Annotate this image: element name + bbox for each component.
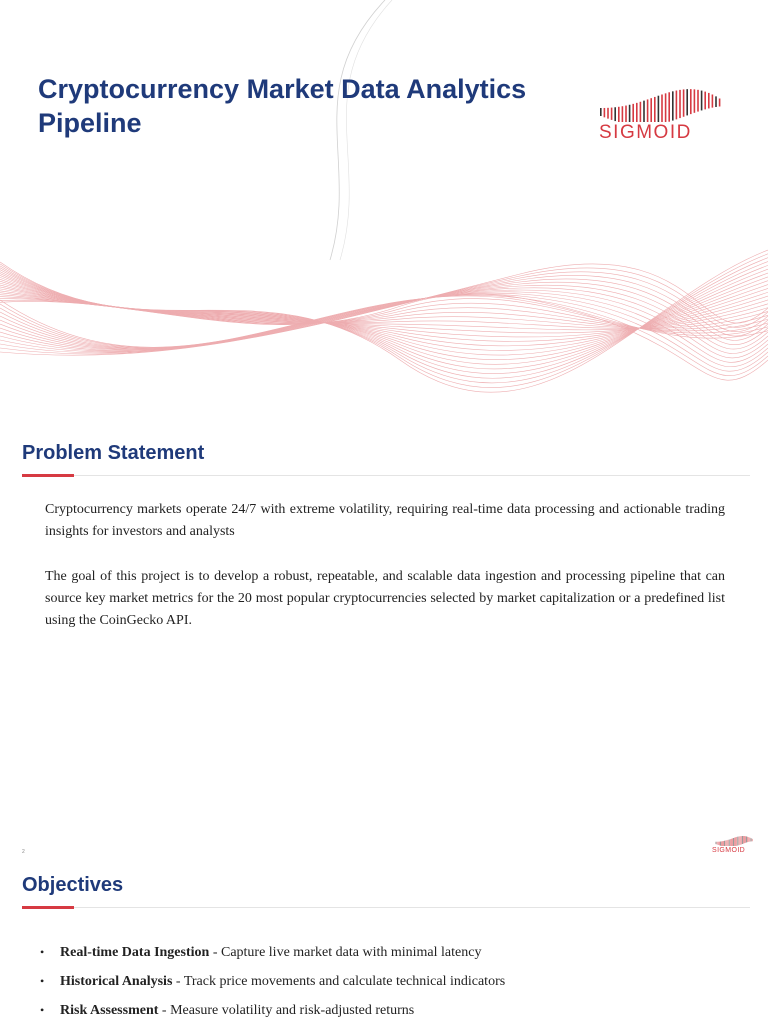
section-heading: Objectives <box>22 874 124 896</box>
bullet-icon: • <box>40 945 45 959</box>
sigmoid-logo <box>596 76 724 146</box>
objective-description: - Capture live market data with minimal latency <box>209 945 482 960</box>
logo-wordmark: SIGMOID <box>599 122 692 143</box>
objective-description: - Measure volatility and risk-adjusted returns <box>158 1003 415 1018</box>
objective-term: Risk Assessment <box>60 1003 159 1018</box>
objective-term: Real-time Data Ingestion <box>60 945 210 960</box>
decorative-wave-lines <box>0 0 768 432</box>
objectives-list <box>40 938 505 1024</box>
slide-title: Cryptocurrency Market Data Analytics Pipeline <box>38 74 527 138</box>
problem-statement-slide <box>0 432 768 864</box>
logo-mark-icon <box>596 76 724 122</box>
list-item <box>40 967 505 996</box>
bullet-icon: • <box>40 1003 45 1017</box>
objective-description: - Track price movements and calculate technical indicators <box>172 974 506 989</box>
logo-wordmark: SIGMOID <box>712 847 746 854</box>
page-number: 2 <box>22 849 25 855</box>
sigmoid-logo-small <box>712 832 756 858</box>
paragraph: The goal of this project is to develop a robust, repeatable, and scalable data ingestion and processing pipeline that can source key market metrics for the 20 most popular cryptocurrencies selected by market capitalization or a predefined list using the CoinGecko API. <box>45 569 725 628</box>
accent-underline <box>22 474 74 477</box>
accent-underline <box>22 906 74 909</box>
list-item <box>40 938 505 967</box>
bullet-icon: • <box>40 974 45 988</box>
title-slide <box>0 0 768 432</box>
logo-mark-icon <box>712 832 756 846</box>
divider <box>22 907 750 908</box>
section-heading: Problem Statement <box>22 442 205 464</box>
list-item <box>40 996 505 1024</box>
objectives-slide <box>0 864 768 1024</box>
paragraph: Cryptocurrency markets operate 24/7 with extreme volatility, requiring real-time data processing and actionable trading insights for investors and analysts <box>45 502 725 539</box>
divider <box>22 475 750 476</box>
objective-term: Historical Analysis <box>60 974 173 989</box>
